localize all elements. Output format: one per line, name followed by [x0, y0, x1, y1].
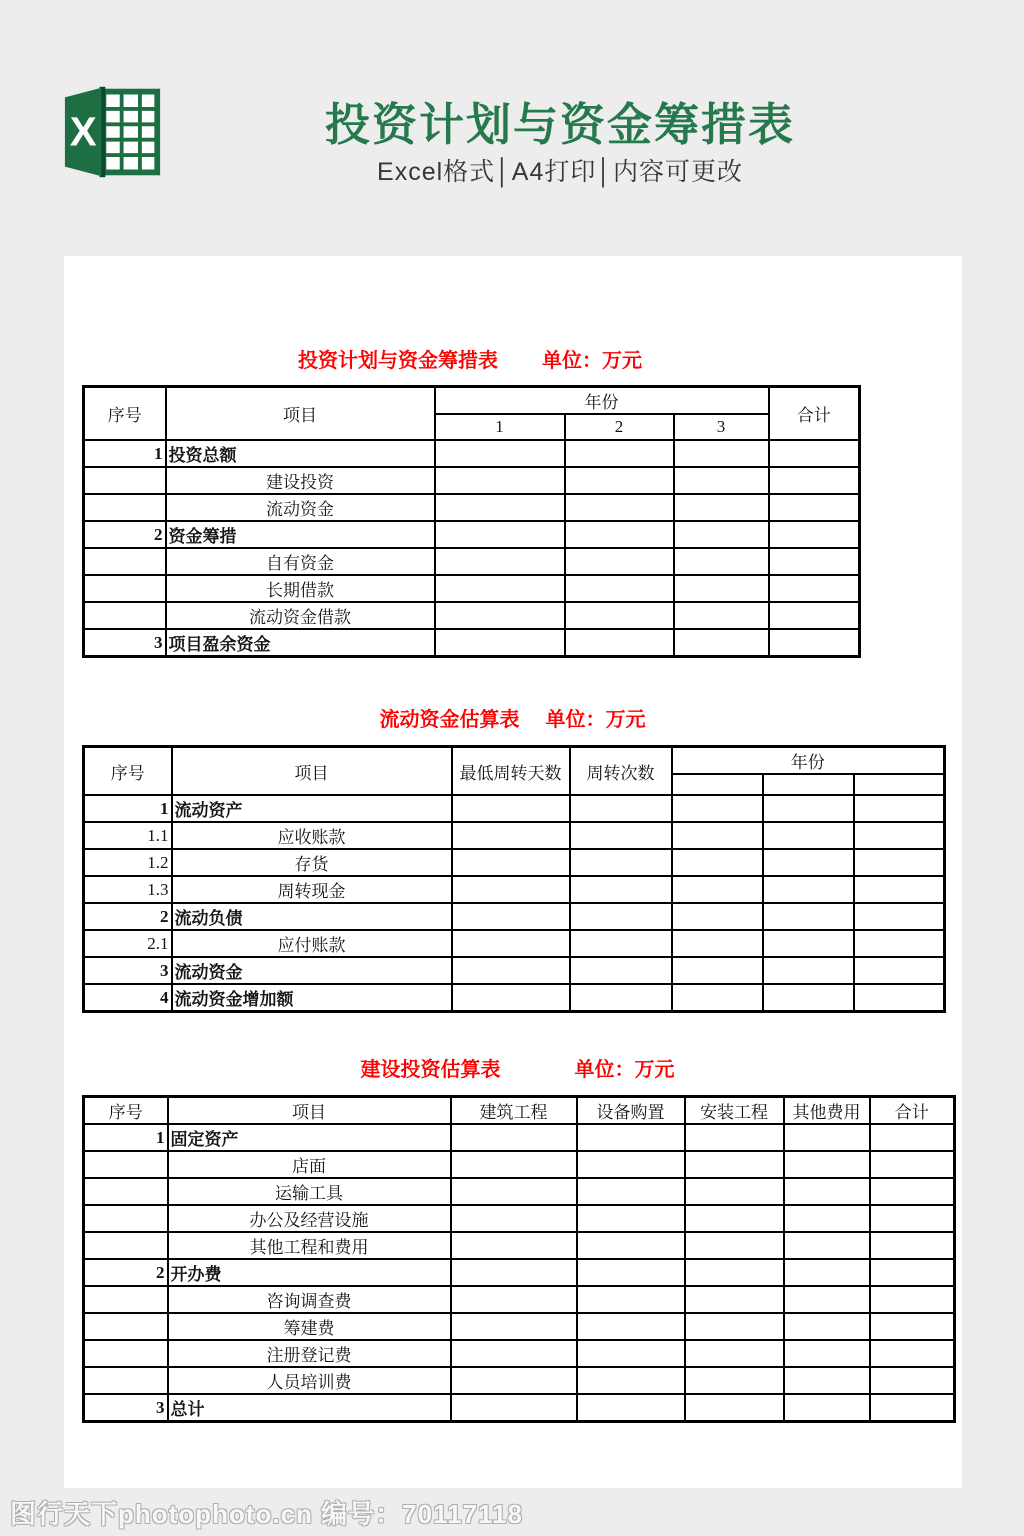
- col-header-year-2: 2: [565, 414, 674, 440]
- data-cell: [784, 1394, 870, 1422]
- row-seq: 1: [84, 1124, 168, 1151]
- data-cell: [577, 1313, 685, 1340]
- row-seq: 1.1: [84, 822, 172, 849]
- col-header-turnover: 周转次数: [570, 747, 672, 796]
- row-seq: 1: [84, 440, 166, 467]
- row-label: 办公及经营设施: [168, 1205, 451, 1232]
- table-row: [84, 903, 945, 930]
- col-header-year-1: 1: [435, 414, 565, 440]
- row-seq: [84, 575, 166, 602]
- row-label: 流动资金: [172, 957, 452, 984]
- data-cell: [685, 1313, 784, 1340]
- data-cell: [784, 1259, 870, 1286]
- data-cell: [672, 957, 763, 984]
- data-cell: [870, 1286, 955, 1313]
- data-cell: [763, 876, 854, 903]
- table1-title-text: 投资计划与资金筹措表: [298, 350, 498, 372]
- data-cell: [672, 903, 763, 930]
- data-cell: [451, 1313, 577, 1340]
- document-page: [64, 256, 962, 1488]
- row-label: 建设投资: [166, 467, 435, 494]
- table-row: [84, 521, 860, 548]
- table-row: [84, 629, 860, 657]
- col-header-year-blank: [763, 774, 854, 795]
- data-cell: [870, 1394, 955, 1422]
- data-cell: [685, 1232, 784, 1259]
- data-cell: [672, 822, 763, 849]
- table-row: [84, 1259, 955, 1286]
- data-cell: [435, 467, 565, 494]
- table-row: [84, 1178, 955, 1205]
- data-cell: [570, 876, 672, 903]
- row-seq: 1.2: [84, 849, 172, 876]
- data-cell: [769, 467, 860, 494]
- row-seq: 2: [84, 521, 166, 548]
- row-label: 流动资金: [166, 494, 435, 521]
- col-header-total: 合计: [870, 1097, 955, 1125]
- col-header-seq: 序号: [84, 747, 172, 796]
- data-cell: [451, 1124, 577, 1151]
- table-row: [84, 1340, 955, 1367]
- row-label: 应付账款: [172, 930, 452, 957]
- row-seq: [84, 1178, 168, 1205]
- col-header-year-group: 年份: [435, 387, 769, 415]
- data-cell: [577, 1286, 685, 1313]
- data-cell: [674, 602, 769, 629]
- data-cell: [435, 548, 565, 575]
- data-cell: [763, 849, 854, 876]
- row-label: 长期借款: [166, 575, 435, 602]
- data-cell: [685, 1178, 784, 1205]
- data-cell: [769, 548, 860, 575]
- row-label: 自有资金: [166, 548, 435, 575]
- data-cell: [451, 1340, 577, 1367]
- watermark-bar: [0, 1488, 1024, 1536]
- table-row: [84, 984, 945, 1012]
- col-header-other-fees: 其他费用: [784, 1097, 870, 1125]
- row-label: 项目盈余资金: [166, 629, 435, 657]
- row-seq: [84, 602, 166, 629]
- data-cell: [769, 521, 860, 548]
- data-cell: [452, 957, 570, 984]
- data-cell: [870, 1259, 955, 1286]
- data-cell: [452, 822, 570, 849]
- row-seq: [84, 1151, 168, 1178]
- data-cell: [452, 903, 570, 930]
- data-cell: [570, 930, 672, 957]
- data-cell: [854, 849, 945, 876]
- data-cell: [451, 1394, 577, 1422]
- data-cell: [763, 930, 854, 957]
- col-header-item: 项目: [166, 387, 435, 441]
- data-cell: [784, 1151, 870, 1178]
- table-row: [84, 467, 860, 494]
- data-cell: [451, 1232, 577, 1259]
- data-cell: [674, 494, 769, 521]
- col-header-equipment: 设备购置: [577, 1097, 685, 1125]
- data-cell: [570, 957, 672, 984]
- col-header-seq: 序号: [84, 387, 166, 441]
- working-capital-table: [82, 745, 946, 1013]
- data-cell: [685, 1151, 784, 1178]
- page-title: 投资计划与资金筹措表: [324, 99, 795, 150]
- data-cell: [870, 1124, 955, 1151]
- data-cell: [870, 1367, 955, 1394]
- row-label: 总计: [168, 1394, 451, 1422]
- data-cell: [685, 1259, 784, 1286]
- row-seq: 2.1: [84, 930, 172, 957]
- data-cell: [784, 1178, 870, 1205]
- data-cell: [577, 1394, 685, 1422]
- row-label: 流动资金增加额: [172, 984, 452, 1012]
- row-seq: [84, 1205, 168, 1232]
- data-cell: [577, 1205, 685, 1232]
- data-cell: [674, 467, 769, 494]
- table-row: [84, 1394, 955, 1422]
- data-cell: [435, 575, 565, 602]
- table3-title: [82, 1053, 953, 1082]
- table-row: [84, 575, 860, 602]
- table2-unit: 单位：万元: [545, 709, 646, 731]
- header-row: [84, 387, 860, 415]
- col-header-year-blank: [672, 774, 763, 795]
- data-cell: [672, 984, 763, 1012]
- data-cell: [674, 548, 769, 575]
- data-cell: [577, 1367, 685, 1394]
- data-cell: [565, 440, 674, 467]
- data-cell: [435, 494, 565, 521]
- table-row: [84, 1151, 955, 1178]
- row-label: 流动资金借款: [166, 602, 435, 629]
- row-seq: [84, 1313, 168, 1340]
- data-cell: [769, 602, 860, 629]
- data-cell: [870, 1151, 955, 1178]
- data-cell: [870, 1232, 955, 1259]
- table-row: [84, 494, 860, 521]
- row-seq: 2: [84, 903, 172, 930]
- data-cell: [570, 795, 672, 822]
- col-header-item: 项目: [172, 747, 452, 796]
- table-row: [84, 849, 945, 876]
- table-row: [84, 930, 945, 957]
- col-header-year-3: 3: [674, 414, 769, 440]
- col-header-year-blank: [854, 774, 945, 795]
- table3-title-text: 建设投资估算表: [360, 1059, 501, 1081]
- col-header-total: 合计: [769, 387, 860, 441]
- header: [0, 0, 1024, 256]
- data-cell: [565, 494, 674, 521]
- row-label: 店面: [168, 1151, 451, 1178]
- data-cell: [685, 1205, 784, 1232]
- data-cell: [685, 1367, 784, 1394]
- col-header-item: 项目: [168, 1097, 451, 1125]
- data-cell: [451, 1178, 577, 1205]
- table2-title-text: 流动资金估算表: [379, 709, 520, 731]
- data-cell: [452, 876, 570, 903]
- data-cell: [451, 1151, 577, 1178]
- data-cell: [854, 822, 945, 849]
- data-cell: [784, 1232, 870, 1259]
- row-label: 咨询调查费: [168, 1286, 451, 1313]
- data-cell: [769, 494, 860, 521]
- row-seq: 1.3: [84, 876, 172, 903]
- data-cell: [451, 1259, 577, 1286]
- excel-icon: [63, 84, 163, 180]
- col-header-construction: 建筑工程: [451, 1097, 577, 1125]
- table-row: [84, 795, 945, 822]
- data-cell: [565, 575, 674, 602]
- row-label: 注册登记费: [168, 1340, 451, 1367]
- data-cell: [451, 1286, 577, 1313]
- data-cell: [685, 1340, 784, 1367]
- data-cell: [451, 1367, 577, 1394]
- row-label: 周转现金: [172, 876, 452, 903]
- data-cell: [685, 1286, 784, 1313]
- data-cell: [763, 822, 854, 849]
- row-label: 应收账款: [172, 822, 452, 849]
- page-subtitle: Excel格式│A4打印│内容可更改: [377, 158, 743, 186]
- data-cell: [784, 1205, 870, 1232]
- data-cell: [452, 930, 570, 957]
- table1-unit: 单位：万元: [542, 350, 642, 372]
- col-header-installation: 安装工程: [685, 1097, 784, 1125]
- data-cell: [784, 1367, 870, 1394]
- data-cell: [784, 1313, 870, 1340]
- col-header-min-days: 最低周转天数: [452, 747, 570, 796]
- table-row: [84, 1367, 955, 1394]
- data-cell: [763, 795, 854, 822]
- table1-title: [82, 344, 858, 373]
- watermark-text: 图行天下photophoto.cn 编号：70117118: [10, 1499, 523, 1529]
- svg-text:X: X: [69, 108, 97, 155]
- row-seq: 3: [84, 629, 166, 657]
- header-row: [84, 747, 945, 775]
- table-row: [84, 440, 860, 467]
- data-cell: [565, 629, 674, 657]
- table-row: [84, 1232, 955, 1259]
- data-cell: [452, 795, 570, 822]
- row-label: 投资总额: [166, 440, 435, 467]
- row-label: 资金筹措: [166, 521, 435, 548]
- data-cell: [672, 795, 763, 822]
- data-cell: [769, 440, 860, 467]
- row-seq: [84, 548, 166, 575]
- data-cell: [854, 876, 945, 903]
- data-cell: [565, 521, 674, 548]
- data-cell: [769, 629, 860, 657]
- table-row: [84, 1124, 955, 1151]
- data-cell: [565, 548, 674, 575]
- row-seq: [84, 1286, 168, 1313]
- table2-title: [82, 703, 943, 732]
- data-cell: [435, 602, 565, 629]
- row-seq: 3: [84, 1394, 168, 1422]
- data-cell: [577, 1151, 685, 1178]
- data-cell: [435, 521, 565, 548]
- data-cell: [570, 822, 672, 849]
- data-cell: [784, 1286, 870, 1313]
- data-cell: [854, 795, 945, 822]
- data-cell: [577, 1340, 685, 1367]
- table-row: [84, 1205, 955, 1232]
- construction-investment-table: [82, 1095, 956, 1423]
- table-row: [84, 1313, 955, 1340]
- data-cell: [854, 984, 945, 1012]
- data-cell: [570, 849, 672, 876]
- data-cell: [452, 849, 570, 876]
- table3-unit: 单位：万元: [574, 1059, 675, 1081]
- data-cell: [577, 1232, 685, 1259]
- data-cell: [674, 629, 769, 657]
- data-cell: [870, 1178, 955, 1205]
- col-header-year-group: 年份: [672, 747, 945, 775]
- data-cell: [570, 984, 672, 1012]
- table-row: [84, 957, 945, 984]
- data-cell: [672, 930, 763, 957]
- data-cell: [452, 984, 570, 1012]
- row-seq: [84, 467, 166, 494]
- data-cell: [570, 903, 672, 930]
- row-seq: [84, 494, 166, 521]
- data-cell: [854, 957, 945, 984]
- row-seq: [84, 1367, 168, 1394]
- data-cell: [577, 1124, 685, 1151]
- row-seq: 2: [84, 1259, 168, 1286]
- data-cell: [763, 957, 854, 984]
- data-cell: [784, 1124, 870, 1151]
- table-row: [84, 548, 860, 575]
- data-cell: [565, 467, 674, 494]
- data-cell: [577, 1178, 685, 1205]
- header-row: [84, 1097, 955, 1125]
- row-label: 流动资产: [172, 795, 452, 822]
- row-seq: [84, 1340, 168, 1367]
- data-cell: [674, 521, 769, 548]
- data-cell: [685, 1124, 784, 1151]
- data-cell: [854, 903, 945, 930]
- data-cell: [565, 602, 674, 629]
- data-cell: [763, 903, 854, 930]
- data-cell: [763, 984, 854, 1012]
- row-seq: 3: [84, 957, 172, 984]
- row-label: 运输工具: [168, 1178, 451, 1205]
- data-cell: [435, 440, 565, 467]
- data-cell: [870, 1205, 955, 1232]
- table-row: [84, 876, 945, 903]
- row-seq: [84, 1232, 168, 1259]
- data-cell: [435, 629, 565, 657]
- data-cell: [870, 1340, 955, 1367]
- data-cell: [674, 440, 769, 467]
- investment-plan-table: [82, 385, 861, 658]
- data-cell: [870, 1313, 955, 1340]
- table-row: [84, 1286, 955, 1313]
- row-label: 流动负债: [172, 903, 452, 930]
- col-header-seq: 序号: [84, 1097, 168, 1125]
- data-cell: [685, 1394, 784, 1422]
- table-row: [84, 822, 945, 849]
- data-cell: [854, 930, 945, 957]
- data-cell: [674, 575, 769, 602]
- row-seq: 1: [84, 795, 172, 822]
- data-cell: [672, 849, 763, 876]
- data-cell: [451, 1205, 577, 1232]
- data-cell: [672, 876, 763, 903]
- row-label: 人员培训费: [168, 1367, 451, 1394]
- row-label: 筹建费: [168, 1313, 451, 1340]
- row-label: 存货: [172, 849, 452, 876]
- data-cell: [784, 1340, 870, 1367]
- data-cell: [769, 575, 860, 602]
- row-label: 其他工程和费用: [168, 1232, 451, 1259]
- row-seq: 4: [84, 984, 172, 1012]
- data-cell: [577, 1259, 685, 1286]
- row-label: 固定资产: [168, 1124, 451, 1151]
- row-label: 开办费: [168, 1259, 451, 1286]
- table-row: [84, 602, 860, 629]
